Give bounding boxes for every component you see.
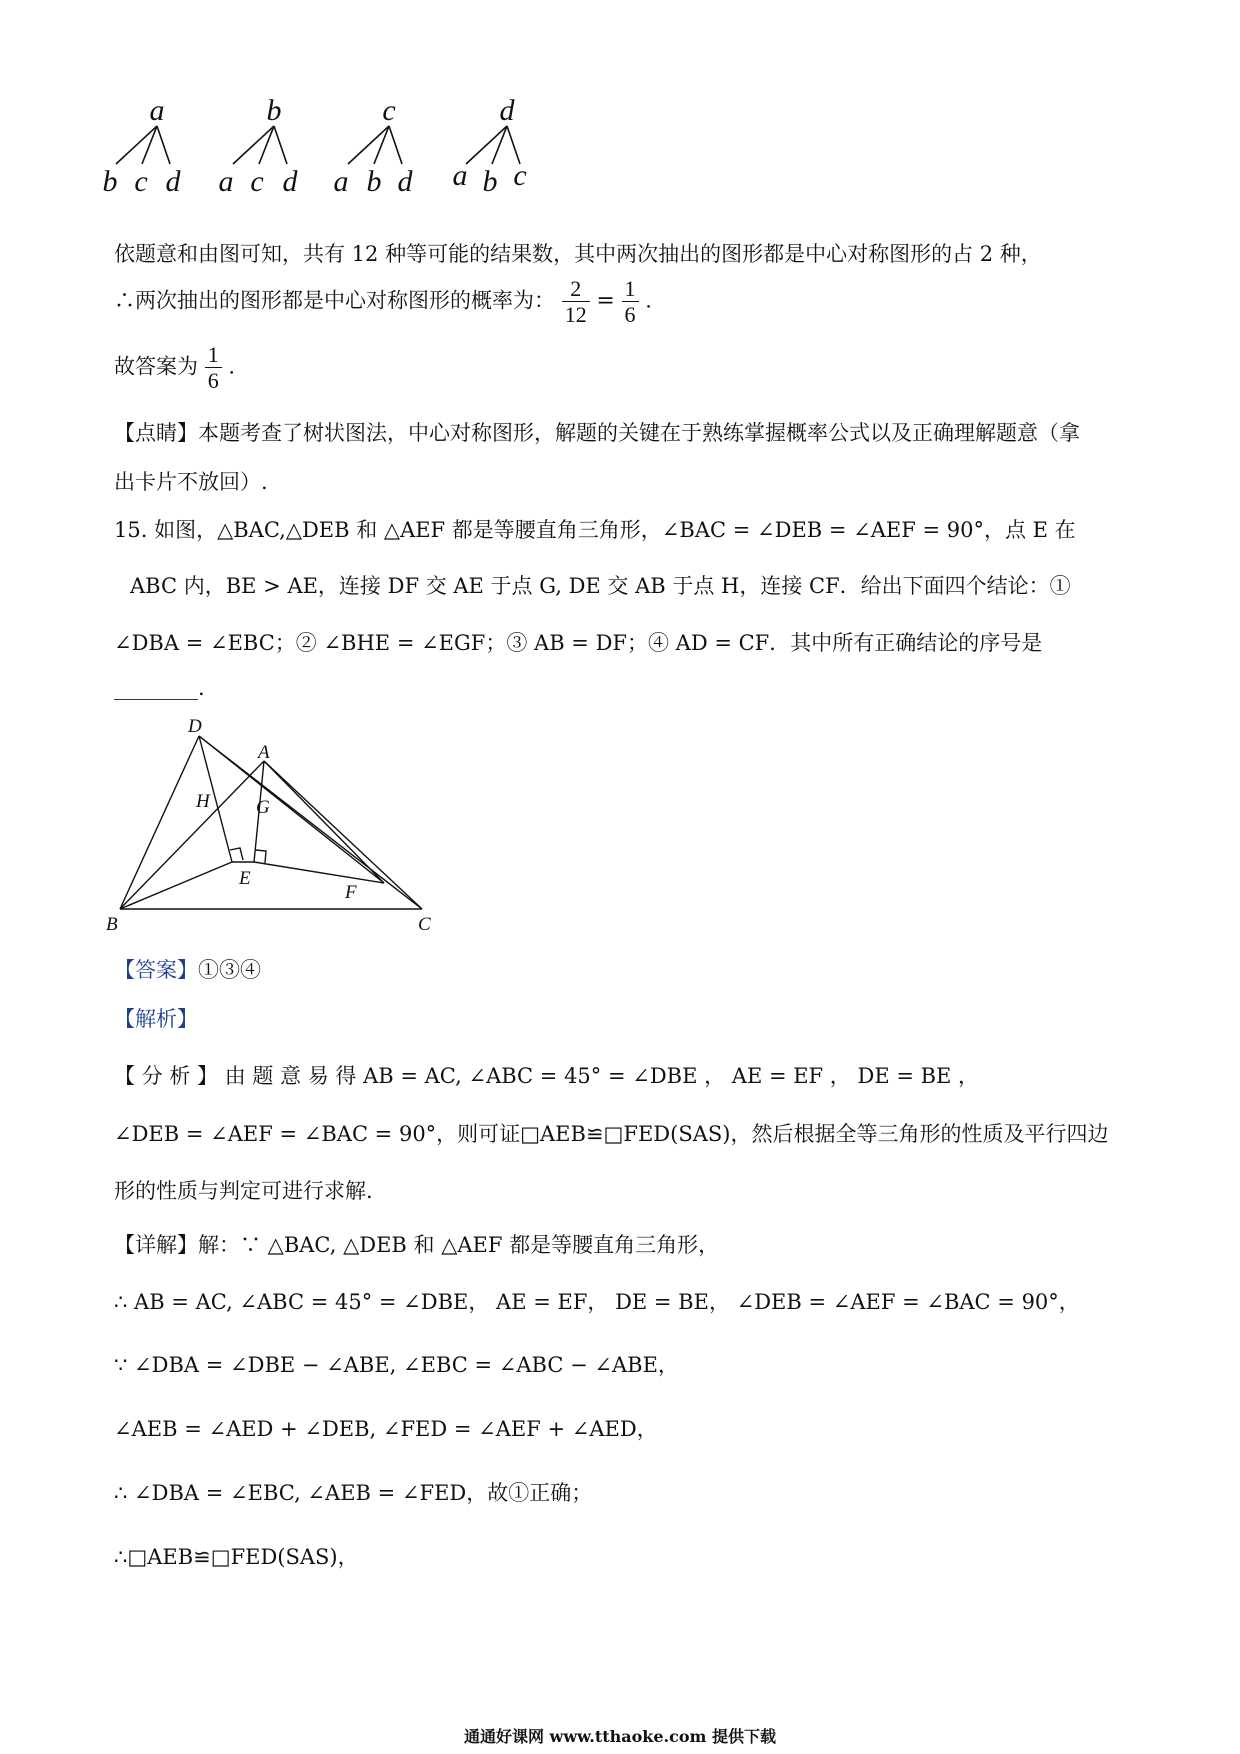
point-label-F: F bbox=[345, 882, 357, 903]
detail-line-1: 【详解】解：∵ △BAC, △DEB 和 △AEF 都是等腰直角三角形， bbox=[114, 1233, 720, 1257]
question-15-line-1: 15. 如图，△BAC,△DEB 和 △AEF 都是等腰直角三角形，∠BAC = ∠DEB = ∠AEF = 90°，点 E 在 bbox=[114, 518, 1076, 542]
tree-child: c bbox=[513, 159, 527, 192]
analysis-line-1: 【 分 析 】 由 题 意 易 得 AB = AC, ∠ABC = 45° = ∠DBE ， AE = EF ， DE = BE ， bbox=[114, 1064, 980, 1088]
analysis-tag: 【 分 析 】 bbox=[114, 1064, 219, 1088]
answer-line bbox=[114, 954, 261, 984]
question-15-line-3: ∠DBA = ∠EBC；② ∠BHE = ∠EGF；③ AB = DF；④ AD = CF．其中所有正确结论的序号是 bbox=[114, 631, 1043, 655]
detail-line-4: ∠AEB = ∠AED + ∠DEB, ∠FED = ∠AEF + ∠AED， bbox=[114, 1417, 658, 1441]
fraction-2-12: $\frac{2}{12}$ bbox=[562, 276, 590, 328]
detail-line-6: ∴□AEB≌□FED(SAS)， bbox=[114, 1545, 359, 1569]
geometry-figure bbox=[100, 710, 440, 940]
detail-line-3: ∵ ∠DBA = ∠DBE − ∠ABE, ∠EBC = ∠ABC − ∠ABE， bbox=[114, 1353, 679, 1377]
point-label-G: G bbox=[256, 797, 270, 818]
analysis-heading: 【解析】 bbox=[114, 1007, 198, 1031]
fraction-answer: $\frac{1}{6}$ bbox=[205, 342, 222, 394]
point-label-B: B bbox=[106, 914, 118, 935]
point-label-H: H bbox=[196, 791, 210, 812]
analysis-line-2: ∠DEB = ∠AEF = ∠BAC = 90°，则可证□AEB≌□FED(SAS)，然后根据全等三角形的性质及平行四边 bbox=[114, 1122, 1109, 1146]
tree-child: a bbox=[218, 165, 234, 198]
tree-child: a bbox=[452, 159, 468, 192]
tree-child: b bbox=[102, 165, 118, 198]
answer-is-line: 故答案为 $\frac{1}{6}$ . bbox=[114, 342, 236, 394]
tree-child: c bbox=[134, 165, 148, 198]
tree-root-2: b bbox=[266, 94, 282, 127]
tree-child: d bbox=[282, 165, 298, 198]
question-15-line-2: ABC 内，BE > AE，连接 DF 交 AE 于点 G, DE 交 AB 于点 H，连接 CF．给出下面四个结论：① bbox=[130, 574, 1071, 598]
tree-diagram bbox=[100, 92, 620, 212]
point-label-E: E bbox=[239, 868, 251, 889]
tree-child: b bbox=[366, 165, 382, 198]
analysis-line-3: 形的性质与判定可进行求解. bbox=[114, 1179, 373, 1203]
tree-child: d bbox=[165, 165, 181, 198]
page-footer: 通通好课网 www.tthaoke.com 提供下载 bbox=[463, 1727, 777, 1746]
comment-line-2: 出卡片不放回）. bbox=[114, 470, 268, 494]
comment-line-1: 【点睛】本题考查了树状图法，中心对称图形，解题的关键在于熟练掌握概率公式以及正确理解题意（拿 bbox=[114, 421, 1080, 445]
point-label-D: D bbox=[188, 716, 202, 737]
tree-child: c bbox=[250, 165, 264, 198]
detail-line-2: ∴ AB = AC, ∠ABC = 45° = ∠DBE， AE = EF， DE = BE， ∠DEB = ∠AEF = ∠BAC = 90°， bbox=[114, 1290, 1080, 1314]
probability-line: ∴两次抽出的图形都是中心对称图形的概率为： $\frac{2}{12}$ = $\frac{1}{6}$ . bbox=[114, 276, 652, 328]
point-label-C: C bbox=[418, 914, 431, 935]
probability-text: ∴两次抽出的图形都是中心对称图形的概率为： bbox=[114, 288, 555, 313]
answer-value: ①③④ bbox=[198, 958, 261, 982]
tree-child: b bbox=[482, 165, 498, 198]
answer-tag: 【答案】 bbox=[114, 958, 198, 982]
comment-tag: 【点睛】 bbox=[114, 421, 198, 445]
fraction-1-6: $\frac{1}{6}$ bbox=[622, 276, 639, 328]
tree-child: d bbox=[397, 165, 413, 198]
detail-tag: 【详解】 bbox=[114, 1233, 198, 1257]
outcome-line: 依题意和由图可知，共有 12 种等可能的结果数，其中两次抽出的图形都是中心对称图形的占 2 种， bbox=[114, 242, 1042, 266]
point-label-A: A bbox=[258, 742, 270, 763]
tree-child: a bbox=[333, 165, 349, 198]
question-15-blank: ________. bbox=[114, 676, 205, 700]
tree-root-1: a bbox=[149, 94, 165, 127]
tree-root-4: d bbox=[499, 94, 515, 127]
tree-root-3: c bbox=[382, 94, 396, 127]
detail-line-5: ∴ ∠DBA = ∠EBC, ∠AEB = ∠FED，故①正确； bbox=[114, 1481, 593, 1505]
